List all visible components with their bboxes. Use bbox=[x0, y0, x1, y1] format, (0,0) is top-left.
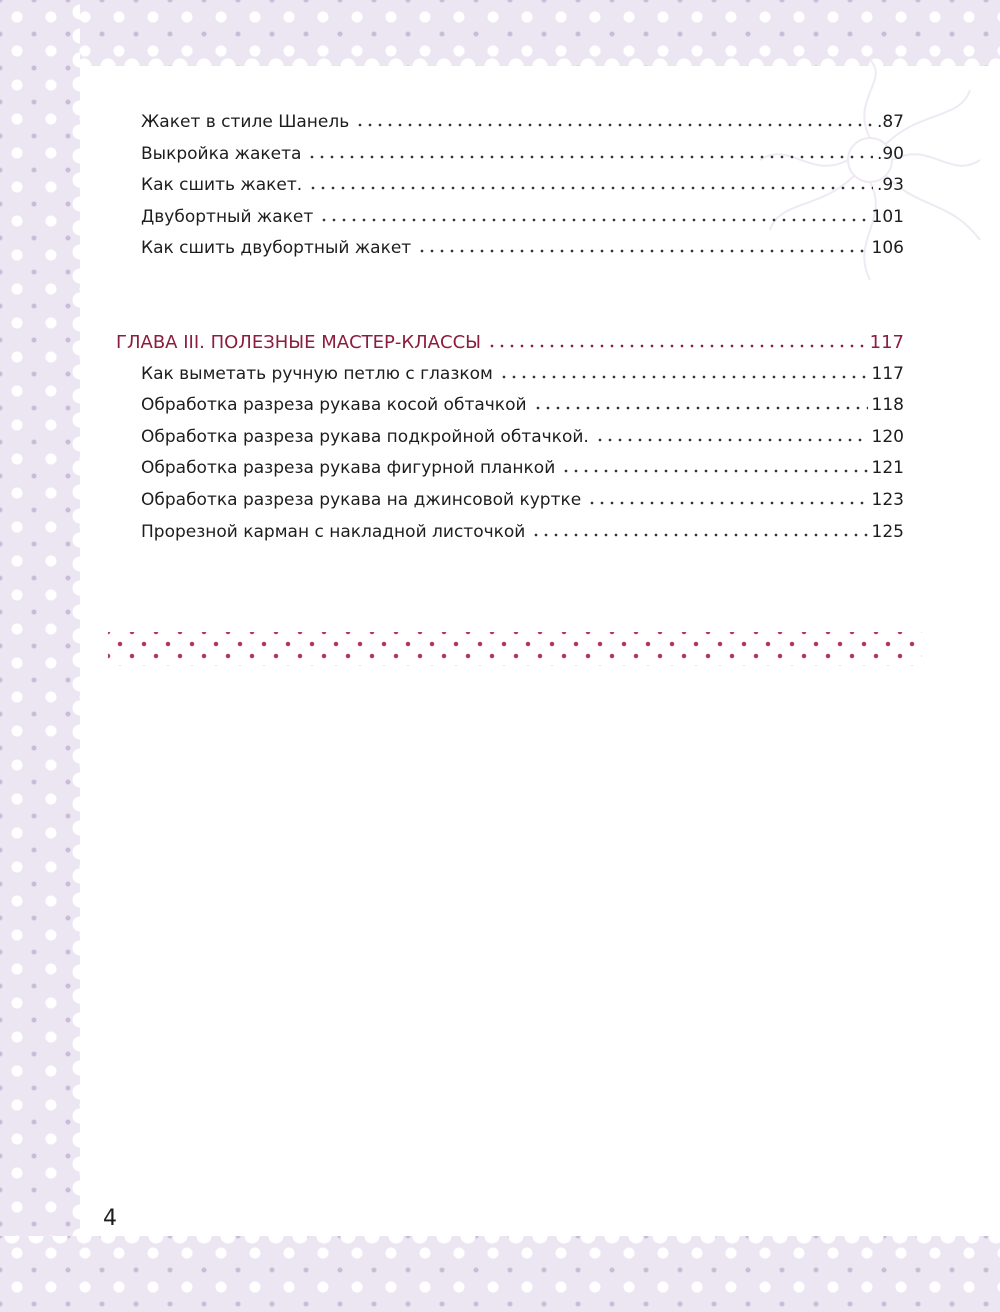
toc-entry[interactable] bbox=[116, 490, 904, 522]
toc-entry-title: Обработка разреза рукава фигурной планкой bbox=[141, 458, 556, 479]
toc-entry[interactable] bbox=[116, 144, 904, 176]
toc-entry-page: 121 bbox=[871, 458, 904, 479]
toc-entry-title: Как выметать ручную петлю с глазком bbox=[141, 363, 493, 384]
toc-entry-page: 120 bbox=[871, 426, 904, 447]
toc-entry-page: 118 bbox=[871, 395, 904, 416]
toc-entry-title: Прорезной карман с накладной листочкой bbox=[141, 521, 526, 542]
toc-entry-page: 125 bbox=[871, 521, 904, 542]
toc-entry[interactable] bbox=[116, 207, 904, 239]
toc-entry-title: Обработка разреза рукава на джинсовой куртке bbox=[141, 489, 582, 510]
toc-entry[interactable] bbox=[116, 238, 904, 270]
dotted-divider bbox=[108, 632, 922, 666]
toc-entry-page: .90 bbox=[876, 143, 904, 164]
toc-entry[interactable] bbox=[116, 364, 904, 396]
dot-leader bbox=[487, 344, 866, 348]
dot-leader bbox=[595, 438, 868, 442]
toc-entry[interactable] bbox=[116, 458, 904, 490]
chapter-page: 117 bbox=[869, 331, 904, 353]
lace-border-left bbox=[0, 0, 80, 1312]
toc-entry-title: Обработка разреза рукава косой обтачкой bbox=[141, 395, 527, 416]
section-gap bbox=[116, 270, 904, 332]
lace-border-bottom bbox=[0, 1236, 1000, 1312]
toc-entry[interactable] bbox=[116, 175, 904, 207]
dot-leader bbox=[417, 249, 867, 253]
toc-entry[interactable] bbox=[116, 427, 904, 459]
toc-entry[interactable] bbox=[116, 522, 904, 554]
toc-entry-page: 117 bbox=[871, 363, 904, 384]
toc-entry-title: Как сшить двубортный жакет bbox=[141, 238, 412, 259]
dot-leader bbox=[319, 218, 867, 222]
dot-leader bbox=[355, 123, 873, 127]
toc-entry-title: Обработка разреза рукава подкройной обтачкой. bbox=[141, 426, 589, 447]
dot-leader bbox=[587, 501, 867, 505]
page-number: 4 bbox=[103, 1206, 117, 1231]
toc-entry-page: .87 bbox=[876, 112, 904, 132]
toc-entry-title: Двубортный жакет bbox=[141, 206, 314, 227]
toc-chapter-heading[interactable] bbox=[116, 332, 904, 364]
dot-leader bbox=[307, 155, 872, 159]
dot-leader bbox=[531, 533, 867, 537]
dot-leader bbox=[533, 406, 868, 410]
dot-leader bbox=[561, 469, 867, 473]
chapter-title: ГЛАВА III. ПОЛЕЗНЫЕ МАСТЕР-КЛАССЫ bbox=[116, 331, 482, 353]
toc-entry[interactable] bbox=[116, 112, 904, 144]
toc-entry-title: Жакет в стиле Шанель bbox=[141, 112, 350, 132]
toc-entry-title: Выкройка жакета bbox=[141, 143, 302, 164]
dot-leader bbox=[308, 186, 873, 190]
table-of-contents bbox=[116, 112, 904, 553]
toc-entry-title: Как сшить жакет. bbox=[141, 175, 303, 196]
toc-entry-page: 101 bbox=[871, 206, 904, 227]
toc-entry-page: .93 bbox=[876, 175, 904, 196]
toc-entry-page: 123 bbox=[871, 489, 904, 510]
dot-leader bbox=[499, 375, 868, 379]
toc-entry[interactable] bbox=[116, 395, 904, 427]
toc-entry-page: 106 bbox=[871, 238, 904, 259]
